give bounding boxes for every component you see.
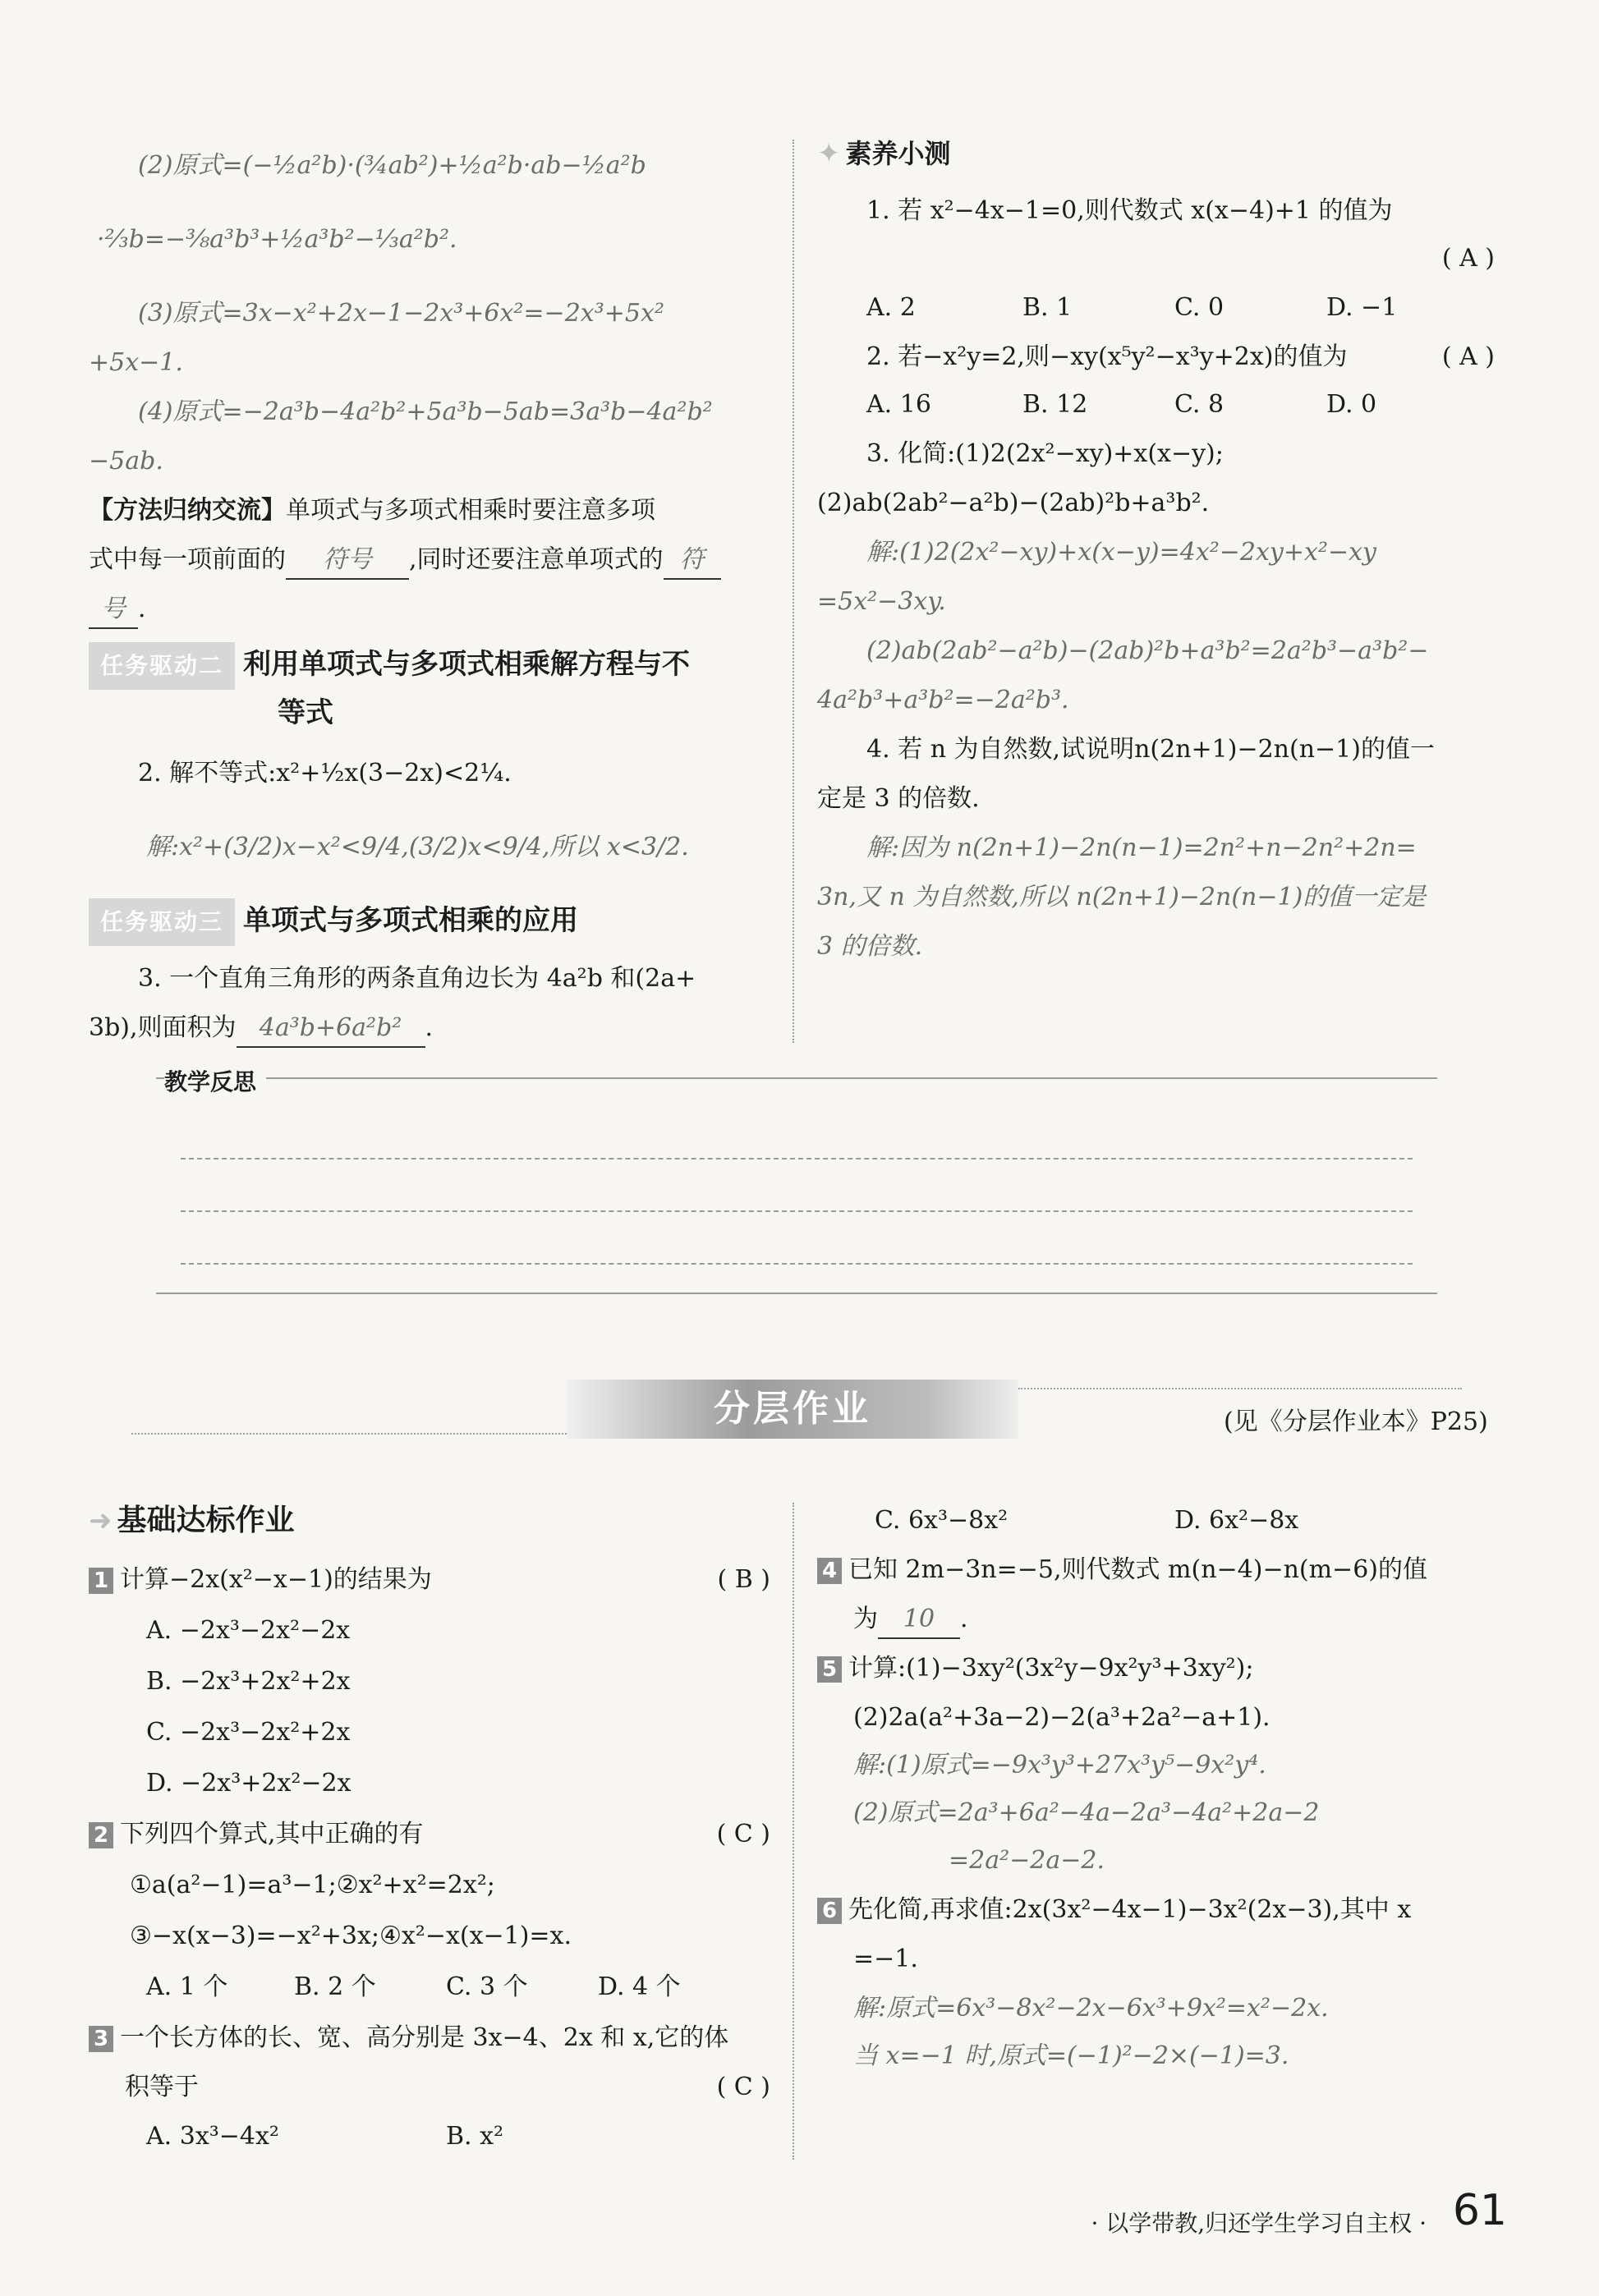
footer-slogan: · 以学带教,归还学生学习自主权 · xyxy=(1091,2210,1427,2237)
question-number: 4 xyxy=(817,1558,842,1584)
option-c: C. 0 xyxy=(1174,293,1225,322)
option-b: B. x² xyxy=(446,2122,504,2151)
bottom-right-column xyxy=(817,1503,1503,2160)
fill-blank: 符 xyxy=(664,542,721,580)
question-text: 3b),则面积为 xyxy=(89,1013,237,1042)
quiz-title: 素养小测 xyxy=(845,138,951,169)
option-b: B. 2 个 xyxy=(294,1972,376,2001)
banner-rule xyxy=(131,1433,567,1435)
question-6 xyxy=(817,1892,1411,1928)
left-top-column xyxy=(89,140,770,1043)
question-text: 一个长方体的长、宽、高分别是 3x−4、2x 和 x,它的体 xyxy=(120,2023,729,2052)
solution-line: −5ab. xyxy=(89,447,163,475)
bottom-left-column xyxy=(89,1503,770,2160)
solution-line: 当 x=−1 时,原式=(−1)²−2×(−1)=3. xyxy=(853,2041,1289,2070)
star-icon: ✦ xyxy=(817,137,841,170)
option-b: B. 1 xyxy=(1022,293,1073,322)
question-2: 2. 若−x²y=2,则−xy(x⁵y²−x³y+2x)的值为 xyxy=(866,342,1348,371)
option-a: A. 1 个 xyxy=(146,1972,228,2001)
question-4-cont xyxy=(853,1601,968,1639)
question-3: 3. 一个直角三角形的两条直角边长为 4a²b 和(2a+ xyxy=(138,964,696,993)
writing-line xyxy=(181,1158,1413,1159)
solution-line: 3n,又 n 为自然数,所以 n(2n+1)−2n(n−1)的值一定是 xyxy=(817,883,1427,912)
solution-line: =5x²−3xy. xyxy=(817,587,946,616)
option-b: B. 12 xyxy=(1022,390,1088,419)
question-3-cont: (2)ab(2ab²−a²b)−(2ab)²b+a³b². xyxy=(817,489,1210,517)
question-text: 计算:(1)−3xy²(3x²y−9x²y³+3xy²); xyxy=(848,1654,1254,1683)
statement-line: ①a(a²−1)=a³−1;②x²+x²=2x²; xyxy=(130,1871,495,1899)
method-heading: 【方法归纳交流】 xyxy=(89,496,286,525)
task-title-cont: 等式 xyxy=(278,696,333,729)
option-c: C. 6x³−8x² xyxy=(875,1506,1009,1535)
question-1 xyxy=(89,1562,432,1598)
answer-choice: ( B ) xyxy=(717,1565,770,1594)
writing-line xyxy=(181,1210,1413,1212)
option-d: D. −1 xyxy=(1326,293,1398,322)
statement-line: ③−x(x−3)=−x²+3x;④x²−x(x−1)=x. xyxy=(130,1922,572,1950)
question-5 xyxy=(817,1651,1253,1687)
option-c: C. 8 xyxy=(1174,390,1225,419)
arrow-right-icon: ➜ xyxy=(89,1504,113,1537)
task-badge: 任务驱动二 xyxy=(89,642,235,690)
question-3 xyxy=(89,2020,728,2056)
solution-line: 解:x²+(3/2)x−x²<9/4,(3/2)x<9/4,所以 x<3/2. xyxy=(146,833,689,861)
reflection-label: 教学反思 xyxy=(164,1064,266,1100)
solution-line: 解:原式=6x³−8x²−2x−6x³+9x²=x²−2x. xyxy=(853,1994,1329,2023)
task-badge: 任务驱动三 xyxy=(89,898,235,946)
question-number: 2 xyxy=(89,1822,113,1848)
question-number: 3 xyxy=(89,2026,113,2052)
question-number: 1 xyxy=(89,1568,113,1594)
solution-line: (2)ab(2ab²−a²b)−(2ab)²b+a³b²=2a²b³−a³b²− xyxy=(866,636,1429,665)
question-3: 3. 化简:(1)2(2x²−xy)+x(x−y); xyxy=(866,439,1224,468)
option-a: A. 3x³−4x² xyxy=(146,2122,279,2151)
period: . xyxy=(138,595,146,623)
question-text: 计算−2x(x²−x−1)的结果为 xyxy=(120,1565,432,1594)
method-text: ,同时还要注意单项式的 xyxy=(409,545,664,574)
question-4: 4. 若 n 为自然数,试说明n(2n+1)−2n(n−1)的值一 xyxy=(866,735,1435,764)
page-number: 61 xyxy=(1452,2186,1507,2235)
fill-blank: 符号 xyxy=(286,542,409,580)
method-text: 单项式与多项式相乘时要注意多项 xyxy=(286,496,655,525)
method-text: 式中每一项前面的 xyxy=(89,545,286,574)
fill-blank: 4a³b+6a²b² xyxy=(237,1010,425,1048)
question-number: 5 xyxy=(817,1656,842,1683)
reflection-box[interactable] xyxy=(156,1077,1437,1294)
section-title: 基础达标作业 xyxy=(117,1504,295,1537)
option-d: D. 6x²−8x xyxy=(1174,1506,1299,1535)
column-divider xyxy=(793,140,794,1043)
method-summary-line xyxy=(89,591,146,629)
solution-line: ·⅔b=−⅜a³b³+½a³b²−⅓a²b². xyxy=(97,225,457,254)
question-6-cont: =−1. xyxy=(853,1945,918,1973)
solution-line: 3 的倍数. xyxy=(817,932,923,961)
right-top-column xyxy=(817,135,1503,1039)
answer-choice: ( C ) xyxy=(716,1820,770,1848)
solution-line: 4a²b³+a³b²=−2a²b³. xyxy=(817,686,1069,714)
question-text: 下列四个算式,其中正确的有 xyxy=(120,1820,424,1848)
solution-line: 解:(1)原式=−9x³y³+27x³y⁵−9x²y⁴. xyxy=(853,1751,1266,1779)
question-text: 为 xyxy=(853,1605,878,1633)
layered-homework-banner: 分层作业 xyxy=(567,1380,1018,1439)
solution-line: (2)原式=2a³+6a²−4a−2a³−4a²+2a−2 xyxy=(853,1798,1320,1827)
task-heading-2 xyxy=(89,642,690,690)
option-a: A. −2x³−2x²−2x xyxy=(146,1616,351,1645)
homework-reference: (见《分层作业本》P25) xyxy=(1224,1407,1488,1436)
question-4-cont: 定是 3 的倍数. xyxy=(817,784,980,813)
solution-line: (2)原式=(−½a²b)·(¾ab²)+½a²b·ab−½a²b xyxy=(138,151,646,180)
question-text: 已知 2m−3n=−5,则代数式 m(n−4)−n(m−6)的值 xyxy=(848,1555,1427,1584)
period: . xyxy=(960,1605,968,1633)
solution-line: 解:(1)2(2x²−xy)+x(x−y)=4x²−2xy+x²−xy xyxy=(866,538,1376,567)
question-text: 先化简,再求值:2x(3x²−4x−1)−3x²(2x−3),其中 x xyxy=(848,1895,1412,1924)
question-2 xyxy=(89,1816,424,1853)
solution-line: (3)原式=3x−x²+2x−1−2x³+6x²=−2x³+5x² xyxy=(138,299,664,328)
task-title: 单项式与多项式相乘的应用 xyxy=(243,904,579,937)
solution-line: (4)原式=−2a³b−4a²b²+5a³b−5ab=3a³b−4a²b² xyxy=(138,397,713,426)
question-3-cont xyxy=(89,1010,433,1048)
option-a: A. 16 xyxy=(866,390,931,419)
method-summary xyxy=(89,493,655,529)
answer-choice: ( A ) xyxy=(1441,342,1495,371)
answer-choice: ( A ) xyxy=(1441,244,1495,273)
option-a: A. 2 xyxy=(866,293,916,322)
section-heading xyxy=(89,1503,295,1541)
fill-blank: 10 xyxy=(878,1601,960,1639)
option-d: D. 4 个 xyxy=(598,1972,681,2001)
solution-line: 解:因为 n(2n+1)−2n(n−1)=2n²+n−2n²+2n= xyxy=(866,833,1417,862)
period: . xyxy=(425,1013,434,1042)
question-4 xyxy=(817,1552,1427,1588)
task-heading-3 xyxy=(89,898,578,946)
option-d: D. −2x³+2x²−2x xyxy=(146,1769,352,1798)
task-title: 利用单项式与多项式相乘解方程与不 xyxy=(243,648,691,681)
answer-choice: ( C ) xyxy=(716,2073,770,2101)
banner-rule xyxy=(1018,1388,1462,1389)
solution-line: =2a²−2a−2. xyxy=(949,1846,1105,1875)
column-divider xyxy=(793,1503,794,2160)
option-b: B. −2x³+2x²+2x xyxy=(146,1667,351,1696)
question-5-cont: (2)2a(a²+3a−2)−2(a³+2a²−a+1). xyxy=(853,1703,1270,1732)
question-3-cont: 积等于 xyxy=(125,2073,199,2101)
method-summary-line xyxy=(89,542,721,580)
writing-line xyxy=(181,1263,1413,1265)
solution-line: +5x−1. xyxy=(89,348,183,377)
question-number: 6 xyxy=(817,1898,842,1924)
fill-blank: 号 xyxy=(89,591,138,629)
question-1: 1. 若 x²−4x−1=0,则代数式 x(x−4)+1 的值为 xyxy=(866,196,1393,225)
option-d: D. 0 xyxy=(1326,390,1377,419)
option-c: C. 3 个 xyxy=(446,1972,528,2001)
quiz-heading xyxy=(817,135,951,173)
question-2: 2. 解不等式:x²+½x(3−2x)<2¼. xyxy=(138,759,512,788)
option-c: C. −2x³−2x²+2x xyxy=(146,1718,351,1747)
